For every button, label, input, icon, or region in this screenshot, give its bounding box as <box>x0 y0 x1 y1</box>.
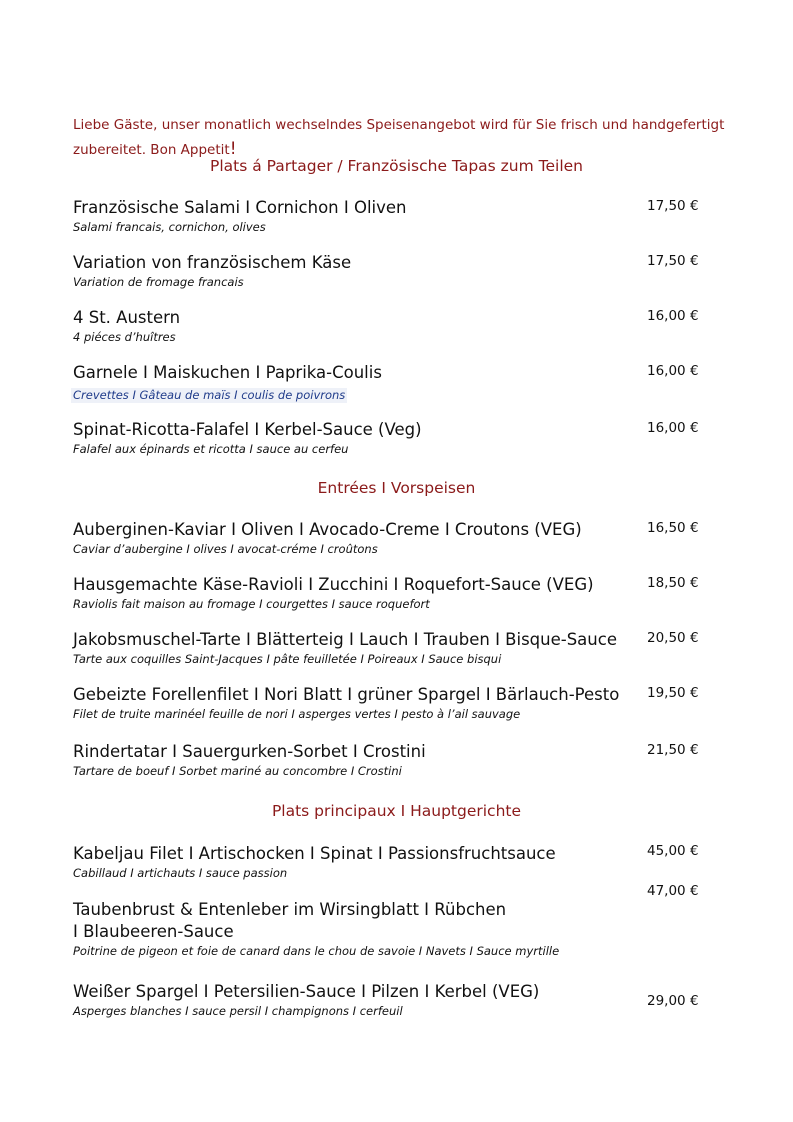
menu-item <box>73 252 713 290</box>
item-name: 4 St. Austern <box>73 308 181 327</box>
intro-exclamation: ! <box>229 139 237 159</box>
item-description: Tartare de boeuf I Sorbet mariné au concombre I Crostini <box>73 764 402 778</box>
item-name: Gebeizte Forellenfilet I Nori Blatt I grüner Spargel I Bärlauch-Pesto <box>73 685 620 704</box>
item-name: Spinat-Ricotta-Falafel I Kerbel-Sauce (Veg) <box>73 420 422 439</box>
item-price: 29,00 € <box>647 993 699 1009</box>
item-price: 21,50 € <box>647 742 699 758</box>
item-description: Falafel aux épinards et ricotta I sauce au cerfeu <box>73 442 349 456</box>
item-description: Crevettes I Gâteau de maïs I coulis de poivrons <box>73 388 346 402</box>
section-title-main-courses: Plats principaux I Hauptgerichte <box>271 802 522 820</box>
item-name: Rindertatar I Sauergurken-Sorbet I Crostini <box>73 742 426 761</box>
section-title-tapas: Plats á Partager / Französische Tapas zum Teilen <box>209 157 583 175</box>
intro-text <box>73 113 733 162</box>
intro-message: Liebe Gäste, unser monatlich wechselndes Speisenangebot wird für Sie frisch und handgefertigt zubereitet. Bon Appetit <box>73 117 725 158</box>
menu-item <box>73 519 713 557</box>
item-name: Französische Salami I Cornichon I Oliven <box>73 198 407 217</box>
item-price: 45,00 € <box>647 843 699 859</box>
menu-item <box>73 419 713 457</box>
item-price: 47,00 € <box>647 883 699 899</box>
item-description: Asperges blanches I sauce persil I champignons I cerfeuil <box>73 1004 403 1018</box>
item-price: 17,50 € <box>647 253 699 269</box>
item-description: Variation de fromage francais <box>73 275 244 289</box>
item-description: Raviolis fait maison au fromage I courgettes I sauce roquefort <box>73 597 430 611</box>
item-price: 16,50 € <box>647 520 699 536</box>
item-price: 20,50 € <box>647 630 699 646</box>
item-price: 19,50 € <box>647 685 699 701</box>
item-name: Hausgemachte Käse-Ravioli I Zucchini I Roquefort-Sauce (VEG) <box>73 575 594 594</box>
item-description: Caviar d’aubergine I olives I avocat-créme I croûtons <box>73 542 378 556</box>
item-description: Tarte aux coquilles Saint-Jacques I pâte feuilletée I Poireaux I Sauce bisqui <box>73 652 502 666</box>
item-name: Kabeljau Filet I Artischocken I Spinat I Passionsfruchtsauce <box>73 844 556 863</box>
item-name: Weißer Spargel I Petersilien-Sauce I Pilzen I Kerbel (VEG) <box>73 982 540 1001</box>
section-title-entrees: Entrées I Vorspeisen <box>317 479 476 497</box>
menu-item <box>73 629 713 667</box>
item-price: 16,00 € <box>647 308 699 324</box>
menu-item <box>73 574 713 612</box>
item-name: Auberginen-Kaviar I Oliven I Avocado-Creme I Croutons (VEG) <box>73 520 582 539</box>
menu-item <box>73 843 713 881</box>
item-name: Taubenbrust & Entenleber im Wirsingblatt I Rübchen I Blaubeeren-Sauce <box>73 900 507 941</box>
item-description: 4 piéces d’huîtres <box>73 330 176 344</box>
item-name: Jakobsmuschel-Tarte I Blätterteig I Lauch I Trauben I Bisque-Sauce <box>73 630 617 649</box>
menu-item <box>73 684 713 722</box>
menu-item <box>73 981 713 1019</box>
item-description: Cabillaud I artichauts I sauce passion <box>73 866 288 880</box>
menu-item <box>73 362 713 403</box>
menu-item <box>73 307 713 345</box>
menu-item <box>73 741 713 779</box>
item-name: Garnele I Maiskuchen I Paprika-Coulis <box>73 363 382 382</box>
item-name: Variation von französischem Käse <box>73 253 352 272</box>
item-price: 17,50 € <box>647 198 699 214</box>
item-description: Salami francais, cornichon, olives <box>73 220 266 234</box>
item-price: 16,00 € <box>647 363 699 379</box>
menu-item <box>73 899 713 959</box>
item-price: 18,50 € <box>647 575 699 591</box>
item-description: Poitrine de pigeon et foie de canard dans le chou de savoie I Navets I Sauce myrtille <box>73 944 560 958</box>
menu-item <box>73 197 713 235</box>
item-price: 16,00 € <box>647 420 699 436</box>
item-description: Filet de truite marinéel feuille de nori I asperges vertes I pesto à l’ail sauvage <box>73 707 521 721</box>
